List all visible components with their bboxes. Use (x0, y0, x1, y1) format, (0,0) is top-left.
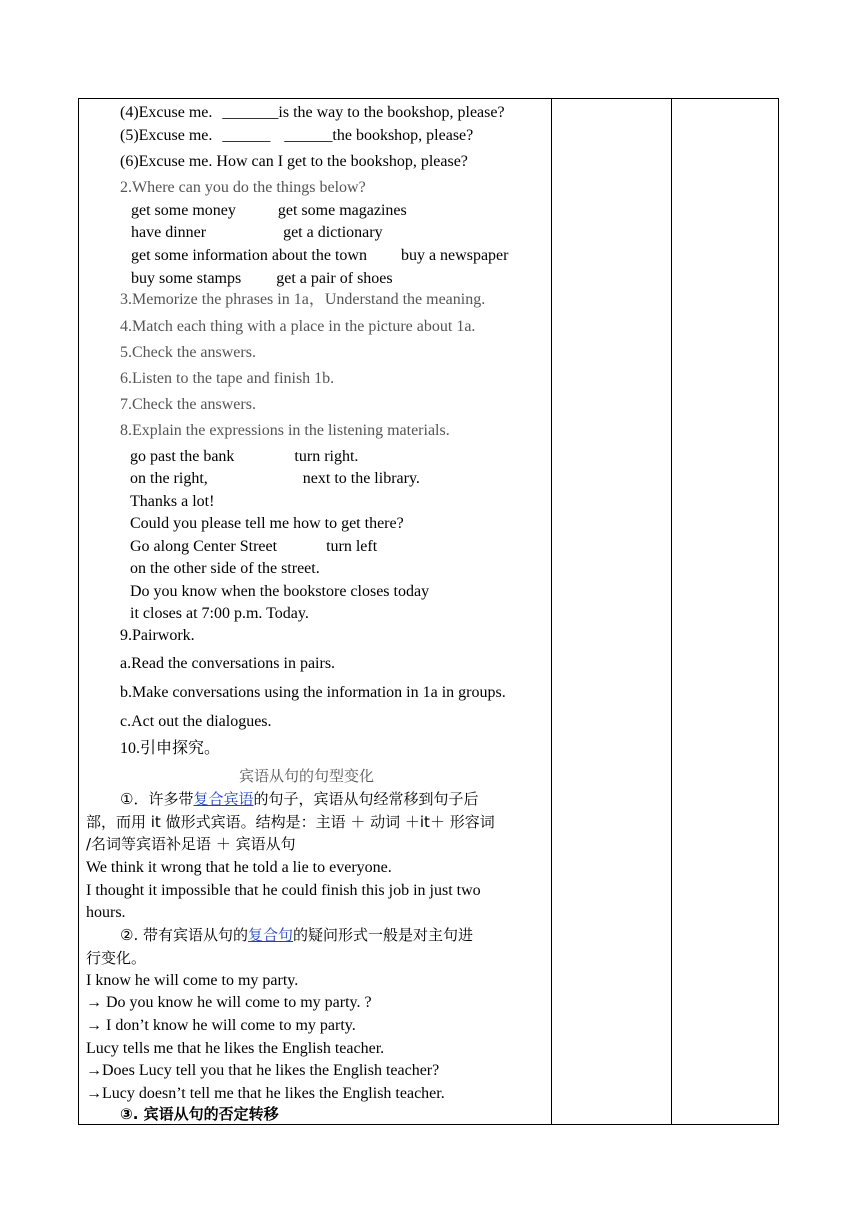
pairwork-a: a.Read the conversations in pairs. (120, 655, 336, 672)
rule-2-line-2: 行变化。 (86, 949, 147, 967)
step-8: 8.Explain the expressions in the listening materials. (120, 422, 450, 439)
pairwork-b: b.Make conversations using the information in 1a in groups. (120, 684, 506, 701)
column-divider-2 (671, 99, 672, 1124)
rule-1-line-3: /名词等宾语补足语 ＋ 宾语从句 (86, 835, 296, 853)
example-sentence-6: Lucy tells me that he likes the English teacher. (86, 1040, 385, 1057)
example-sentence-8: →Lucy doesn’t tell me that he likes the English teacher. (86, 1085, 445, 1102)
example-sentence-5: → I don’t know he will come to my party. (86, 1017, 356, 1034)
exercise-line-6: (6)Excuse me. How can I get to the bookshop, please? (120, 153, 468, 170)
things-row-2: have dinner get a dictionary (131, 224, 383, 241)
expression-row-8: it closes at 7:00 p.m. Today. (130, 605, 309, 622)
example-sentence-4: → Do you know he will come to my party. ? (86, 994, 372, 1011)
exercise-line-4: (4)Excuse me. _______is the way to the bookshop, please? (120, 104, 505, 121)
link-compound-object[interactable]: 复合宾语 (193, 790, 254, 808)
expression-row-5: Go along Center Street turn left (130, 538, 378, 555)
expression-row-3: Thanks a lot! (130, 493, 215, 510)
link-complex-sentence[interactable]: 复合句 (247, 926, 293, 944)
rule-3-heading: ③. 宾语从句的否定转移 (120, 1105, 279, 1123)
things-row-3: get some information about the town buy a newspaper (131, 247, 509, 264)
exercise-line-5: (5)Excuse me. ______ ______the bookshop, please? (120, 127, 474, 144)
rule-1-line-1: ①．许多带复合宾语的句子，宾语从句经常移到句子后 (120, 790, 479, 808)
section-heading: 宾语从句的句型变化 (239, 767, 375, 785)
step-9: 9.Pairwork. (120, 627, 195, 644)
expression-row-2: on the right, next to the library. (130, 470, 420, 487)
example-sentence-2: I thought it impossible that he could finish this job in just two (86, 882, 481, 899)
expression-row-6: on the other side of the street. (130, 560, 320, 577)
step-10: 10.引申探究。 (120, 740, 221, 757)
step-5: 5.Check the answers. (120, 344, 256, 361)
expression-row-4: Could you please tell me how to get there? (130, 515, 404, 532)
things-row-4: buy some stamps get a pair of shoes (131, 270, 393, 287)
step-4: 4.Match each thing with a place in the picture about 1a. (120, 318, 476, 335)
example-sentence-1: We think it wrong that he told a lie to everyone. (86, 859, 392, 876)
content-cell (79, 99, 552, 1124)
step-3: 3.Memorize the phrases in 1a，Understand the meaning. (120, 291, 486, 308)
rule-1-line-2: 部，而用 it 做形式宾语。结构是：主语 ＋ 动词 ＋it＋ 形容词 (86, 813, 495, 831)
step-2: 2.Where can you do the things below? (120, 179, 366, 196)
things-row-1: get some money get some magazines (131, 202, 407, 219)
rule-2-line-1: ②. 带有宾语从句的复合句的疑问形式一般是对主句进 (120, 926, 474, 944)
example-sentence-3: I know he will come to my party. (86, 972, 299, 989)
expression-row-1: go past the bank turn right. (130, 448, 359, 465)
step-6: 6.Listen to the tape and finish 1b. (120, 370, 335, 387)
expression-row-7: Do you know when the bookstore closes today (130, 583, 430, 600)
pairwork-c: c.Act out the dialogues. (120, 713, 272, 730)
step-7: 7.Check the answers. (120, 396, 256, 413)
example-sentence-7: →Does Lucy tell you that he likes the English teacher? (86, 1062, 440, 1079)
example-sentence-2-cont: hours. (86, 904, 126, 921)
lesson-table (78, 98, 779, 1125)
